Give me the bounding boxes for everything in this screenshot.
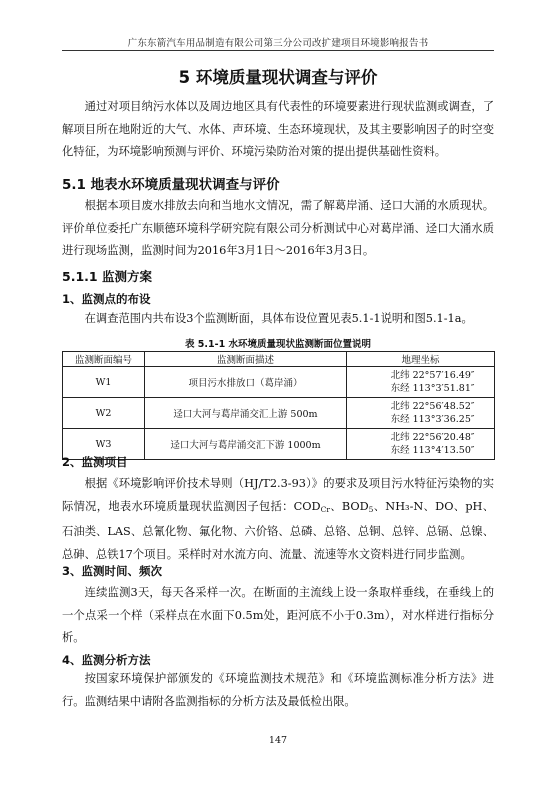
longitude: 东经 113°4′13.50″: [390, 445, 475, 456]
latitude: 北纬 22°56′48.52″: [390, 401, 475, 412]
table-row: [63, 398, 495, 429]
analysis-method-paragraph: 按国家环境保护部颁发的《环境监测技术规范》和《环境监测标准分析方法》进行。监测结果中请附各监测指标的分析方法及最低检出限。: [62, 672, 494, 708]
paragraph-text: 根据《环境影响评价技术导则（HJ/T2.3-93）》的要求及项目污水特征污染物的实际情况，地表水环境质量现状监测因子包括：COD: [62, 477, 494, 513]
paragraph-text: 、BOD: [329, 499, 369, 513]
monitoring-items-paragraph: [62, 473, 494, 566]
table-header-cell: 监测断面描述: [145, 352, 347, 367]
site-description-cell: 迳口大河与葛岸涌交汇上游 500m: [145, 398, 347, 429]
item-title-analysis-method: 4、监测分析方法: [62, 653, 151, 667]
header-divider: [62, 50, 494, 51]
subsection-title-5-1-1: 5.1.1 监测方案: [62, 269, 152, 284]
page-number: 147: [268, 735, 288, 746]
site-description-cell: 迳口大河与葛岸涌交汇下游 1000m: [145, 429, 347, 460]
table-header-cell: 监测断面编号: [63, 352, 145, 367]
table-caption: 表 5.1-1 水环境质量现状监测断面位置说明: [185, 339, 371, 350]
section-title-5-1: 5.1 地表水环境质量现状调查与评价: [62, 177, 280, 193]
site-id-cell: W3: [63, 429, 145, 460]
table-header-row: [63, 352, 495, 367]
site-coordinates-cell: [347, 429, 495, 460]
chapter-title: 5 环境质量现状调查与评价: [178, 68, 378, 87]
item-title-monitoring-points: 1、监测点的布设: [62, 292, 151, 306]
site-coordinates-cell: [347, 398, 495, 429]
chapter-intro-paragraph: 通过对项目纳污水体以及周边地区具有代表性的环境要素进行现状监测或调查，了解项目所在地附近的大气、水体、声环境、生态环境现状，及其主要影响因子的时空变化特征，为环境影响预测与评价、环境污染防治对策的提出提供基础性资料。: [62, 100, 494, 159]
site-description-cell: 项目污水排放口（葛岸涌）: [145, 367, 347, 398]
paragraph-text: 、NH₃-N、DO、pH、石油类、LAS、总氰化物、氟化物、六价铬、总磷、总铬、总铜、总锌、总镉、总镍、总砷、总铁17个项目。采样时对水流方向、流量、流速等水文资料进行同步监测。: [62, 499, 494, 561]
monitoring-time-paragraph: 连续监测3天，每天各采样一次。在断面的主流线上设一条取样垂线，在垂线上的一个点采一个样（采样点在水面下0.5m处，距河底不小于0.3m），对水样进行指标分析。: [62, 586, 494, 645]
monitoring-sites-table: [62, 351, 495, 460]
page-header: 广东东箭汽车用品制造有限公司第三分公司改扩建项目环境影响报告书: [127, 38, 429, 49]
monitoring-points-paragraph: 在调查范围内共布设3个监测断面，具体布设位置见表5.1-1说明和图5.1-1a。: [84, 312, 473, 325]
site-id-cell: W2: [63, 398, 145, 429]
table-header-cell: 地理坐标: [347, 352, 495, 367]
bod-subscript: 5: [368, 504, 374, 514]
site-id-cell: W1: [63, 367, 145, 398]
table-row: [63, 367, 495, 398]
longitude: 东经 113°3′36.25″: [390, 414, 475, 425]
item-title-monitoring-time: 3、监测时间、频次: [62, 564, 163, 578]
item-title-monitoring-items: 2、监测项目: [62, 455, 128, 469]
latitude: 北纬 22°57′16.49″: [390, 370, 475, 381]
latitude: 北纬 22°56′20.48″: [390, 432, 475, 443]
longitude: 东经 113°3′51.81″: [390, 383, 475, 394]
site-coordinates-cell: [347, 367, 495, 398]
section-5-1-paragraph: 根据本项目废水排放去向和当地水文情况，需了解葛岸涌、迳口大涌的水质现状。评价单位委托广东顺德环境科学研究院有限公司分析测试中心对葛岸涌、迳口大涌水质进行现场监测，监测时间为2016年3月1日～2016年3月3日。: [62, 199, 494, 258]
cod-subscript: Cr: [320, 504, 330, 514]
